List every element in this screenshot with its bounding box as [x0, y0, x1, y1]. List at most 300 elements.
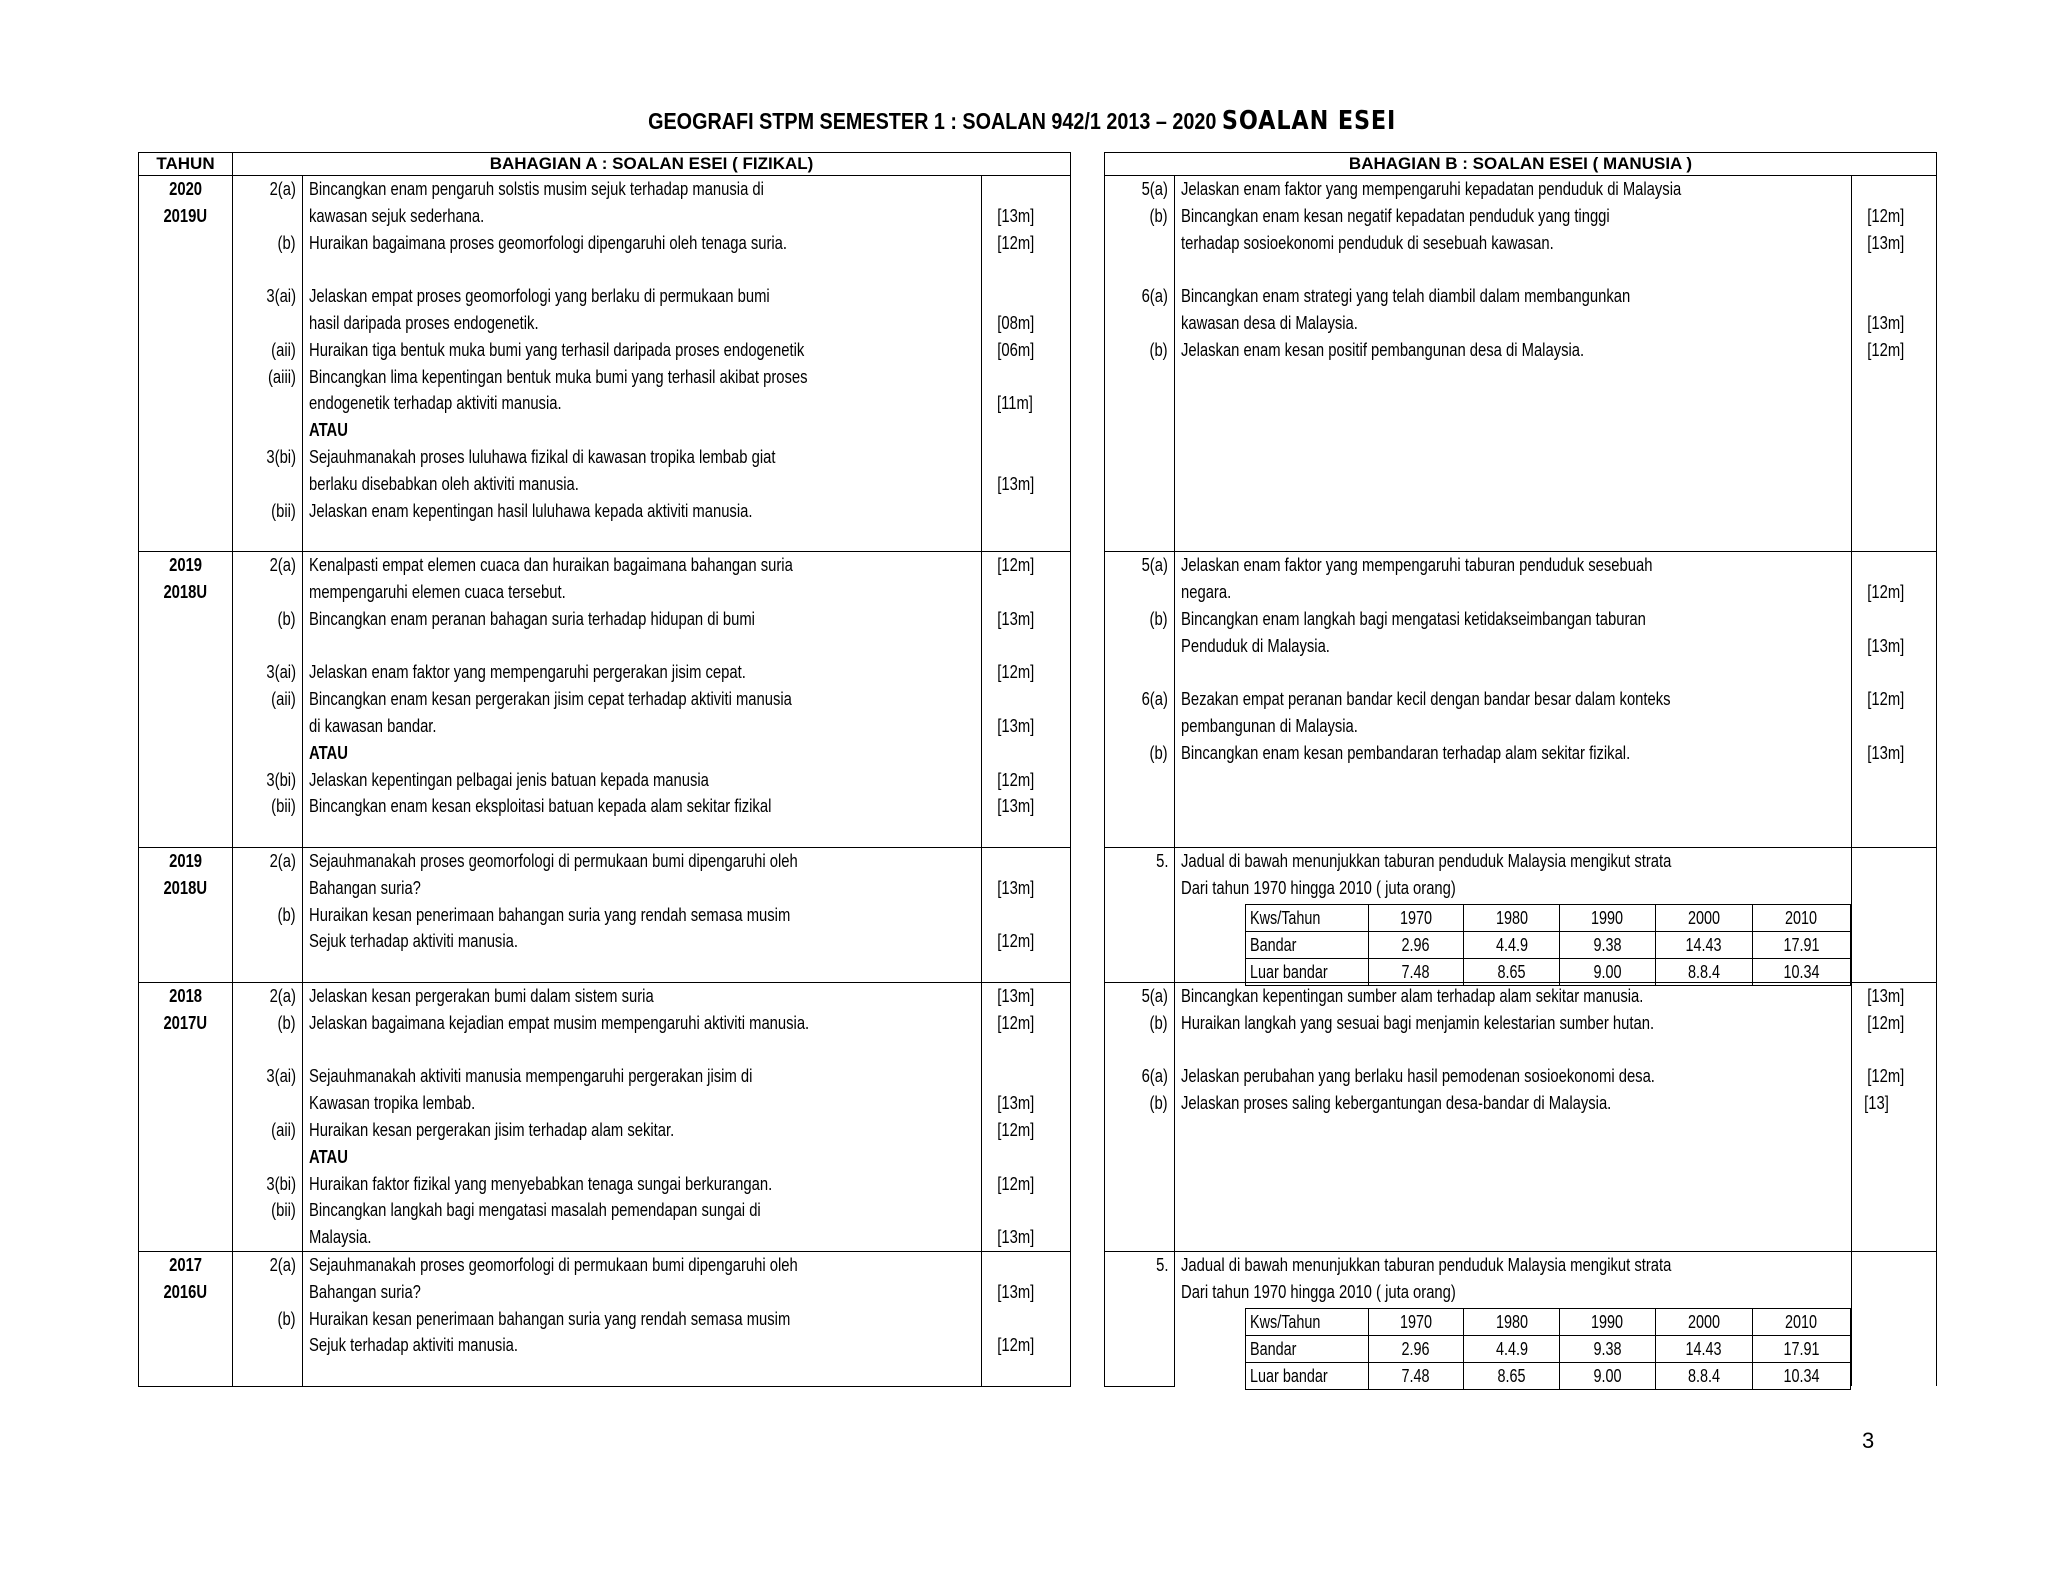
text-line: [145, 579, 226, 606]
blank-line: [309, 524, 975, 551]
line-text: Jadual di bawah menunjukkan taburan penduduk Malaysia mengikut strata: [1181, 849, 1672, 871]
line-text: mempengaruhi elemen cuaca tersebut.: [309, 580, 566, 602]
text-line: [1181, 552, 1845, 579]
cell-text: 8.8.4: [1687, 961, 1720, 982]
line-text: Huraikan kesan penerimaan bahangan suria yang rendah semasa musim: [309, 1307, 791, 1329]
text-line: [988, 552, 1064, 579]
table-cell: [1464, 904, 1560, 931]
text-line: [309, 1252, 975, 1279]
text-line: [239, 1252, 296, 1279]
text-line: [1111, 606, 1168, 633]
text-line: [309, 740, 975, 767]
cell-text: 17.91: [1783, 1338, 1820, 1359]
question-text-cell: [1175, 552, 1852, 848]
table-cell: [1246, 1362, 1369, 1389]
line-text: ATAU: [309, 419, 348, 441]
blank-line: [988, 740, 1064, 767]
text-line: [1111, 1010, 1168, 1037]
text-line: [309, 310, 975, 337]
line-text: 5(a): [1141, 554, 1168, 576]
table-cell: [1752, 1308, 1850, 1335]
cell-text: 14.43: [1685, 1338, 1722, 1359]
cell-text: 1970: [1399, 1311, 1433, 1332]
blank-line: [988, 1359, 1064, 1386]
text-line: [988, 1224, 1064, 1251]
question-number-cell: [233, 847, 303, 982]
line-text: (bii): [271, 499, 296, 521]
line-text: [13m]: [1867, 634, 1905, 656]
blank-line: [988, 1144, 1064, 1171]
table-cell: [1752, 1335, 1850, 1362]
marks-cell: [1852, 982, 1937, 1251]
line-text: 2018U: [163, 876, 208, 898]
blank-line: [239, 1090, 296, 1117]
text-line: [1858, 740, 1930, 767]
text-line: [309, 444, 975, 471]
cell-text: 7.48: [1401, 961, 1431, 982]
line-text: [12m]: [997, 554, 1035, 576]
question-number-cell: [233, 552, 303, 848]
table-cell: [1655, 1362, 1752, 1389]
table-cell: [1246, 931, 1369, 958]
line-text: Huraikan faktor fizikal yang menyebabkan tenaga sungai berkurangan.: [309, 1172, 773, 1194]
question-block-b: [1105, 847, 1937, 982]
text-line: [309, 1171, 975, 1198]
text-line: [239, 606, 296, 633]
table-cell: [1464, 931, 1560, 958]
table-cell: [1464, 1362, 1560, 1389]
text-line: [988, 1332, 1064, 1359]
line-text: Sejauhmanakah proses luluhawa fizikal di kawasan tropika lembab giat: [309, 445, 776, 467]
text-line: [1181, 983, 1845, 1010]
population-table: [1245, 1308, 1851, 1390]
section-b-header: BAHAGIAN B : SOALAN ESEI ( MANUSIA ): [1105, 153, 1937, 176]
line-text: (b): [277, 607, 296, 629]
cell-text: 9.38: [1593, 934, 1622, 955]
line-text: (b): [277, 1011, 296, 1033]
question-text-cell: [303, 982, 982, 1251]
line-text: Huraikan langkah yang sesuai bagi menjamin kelestarian sumber hutan.: [1181, 1011, 1655, 1033]
blank-line: [1181, 1037, 1845, 1064]
line-text: Bincangkan enam kesan pembandaran terhadap alam sekitar fizikal.: [1181, 741, 1631, 763]
line-text: 6(a): [1141, 688, 1168, 710]
marks-cell: [982, 1251, 1071, 1386]
cell-text: 4.4.9: [1495, 1338, 1528, 1359]
line-text: (b): [277, 1307, 296, 1329]
line-text: (b): [277, 903, 296, 925]
line-text: kawasan sejuk sederhana.: [309, 204, 485, 226]
line-text: [12m]: [1867, 1011, 1905, 1033]
question-number-cell: [1105, 847, 1175, 982]
text-line: [309, 1063, 975, 1090]
tahun-header: TAHUN: [139, 153, 233, 176]
blank-line: [1858, 552, 1930, 579]
marks-cell: [1852, 847, 1937, 982]
text-line: [1181, 283, 1845, 310]
text-line: [309, 1279, 975, 1306]
text-line: [1858, 579, 1930, 606]
text-line: [309, 364, 975, 391]
year-cell: [139, 982, 233, 1251]
line-text: [13m]: [1867, 984, 1905, 1006]
line-text: 2(a): [269, 849, 296, 871]
blank-line: [239, 928, 296, 955]
text-line: [988, 1010, 1064, 1037]
line-text: Sejauhmanakah proses geomorfologi di permukaan bumi dipengaruhi oleh: [309, 1253, 798, 1275]
text-line: [988, 471, 1064, 498]
line-text: (b): [1149, 1092, 1168, 1114]
cell-text: 2010: [1785, 907, 1818, 928]
line-text: [13m]: [997, 204, 1035, 226]
table-cell: [1560, 1362, 1656, 1389]
text-line: [239, 1306, 296, 1333]
section-b-table: [1104, 152, 1937, 1387]
line-text: 2016U: [163, 1280, 208, 1302]
blank-line: [239, 524, 296, 551]
blank-line: [1858, 875, 1930, 902]
line-text: 2(a): [269, 554, 296, 576]
line-text: [12m]: [997, 930, 1035, 952]
line-text: berlaku disebabkan oleh aktiviti manusia.: [309, 472, 579, 494]
blank-line: [239, 1279, 296, 1306]
table-cell: [1368, 958, 1464, 985]
text-line: [1181, 713, 1845, 740]
blank-line: [988, 176, 1064, 203]
blank-line: [1181, 256, 1845, 283]
text-line: [1181, 1252, 1845, 1279]
text-line: [309, 1197, 975, 1224]
table-cell: [1752, 904, 1850, 931]
question-block-a: [139, 982, 1071, 1251]
text-line: [239, 1197, 296, 1224]
text-line: [1181, 230, 1845, 257]
blank-line: [239, 310, 296, 337]
line-text: Huraikan kesan penerimaan bahangan suria yang rendah semasa musim: [309, 903, 791, 925]
blank-line: [1858, 1279, 1930, 1306]
question-number-cell: [233, 1251, 303, 1386]
blank-line: [239, 417, 296, 444]
table-cell: [1752, 931, 1850, 958]
line-text: [13m]: [1867, 741, 1905, 763]
table-cell: [1752, 958, 1850, 985]
text-line: [1111, 203, 1168, 230]
line-text: (aii): [271, 1118, 296, 1140]
blank-line: [988, 1063, 1064, 1090]
line-text: Kawasan tropika lembab.: [309, 1092, 476, 1114]
text-line: [309, 1117, 975, 1144]
text-line: [1111, 686, 1168, 713]
cell-text: Luar bandar: [1250, 961, 1328, 982]
line-text: 2020: [169, 178, 202, 199]
table-cell: [1246, 958, 1369, 985]
blank-line: [1111, 579, 1168, 606]
line-text: terhadap sosioekonomi penduduk di sesebuah kawasan.: [1181, 231, 1554, 253]
line-text: 2(a): [269, 1253, 296, 1275]
question-text-cell: [1175, 176, 1852, 552]
line-text: Huraikan bagaimana proses geomorfologi dipengaruhi oleh tenaga suria.: [309, 231, 788, 253]
blank-line: [1181, 659, 1845, 686]
line-text: (b): [1149, 1011, 1168, 1033]
text-line: [988, 1117, 1064, 1144]
table-row: [1246, 1308, 1851, 1335]
line-text: [12m]: [1867, 1065, 1905, 1087]
text-line: [1181, 1090, 1845, 1117]
line-text: Bincangkan enam kesan negatif kepadatan penduduk yang tinggi: [1181, 204, 1610, 226]
line-text: (b): [1149, 338, 1168, 360]
text-line: [309, 1144, 975, 1171]
line-text: Dari tahun 1970 hingga 2010 ( juta orang): [1181, 876, 1456, 898]
year-cell: [139, 176, 233, 552]
line-text: 3(bi): [266, 1172, 296, 1194]
text-line: [1858, 1090, 1930, 1117]
line-text: kawasan desa di Malaysia.: [1181, 311, 1358, 333]
text-line: [239, 283, 296, 310]
text-line: [1111, 283, 1168, 310]
question-text-cell: [303, 552, 982, 848]
blank-line: [988, 524, 1064, 551]
blank-line: [988, 1037, 1064, 1064]
table-cell: [1655, 958, 1752, 985]
text-line: [239, 176, 296, 203]
text-line: [309, 498, 975, 525]
blank-line: [239, 820, 296, 847]
blank-line: [988, 417, 1064, 444]
text-line: [145, 875, 226, 902]
blank-line: [1858, 713, 1930, 740]
blank-line: [239, 256, 296, 283]
question-text-cell: [303, 176, 982, 552]
question-number-cell: [233, 176, 303, 552]
text-line: [309, 767, 975, 794]
text-line: [309, 1224, 975, 1251]
text-line: [239, 444, 296, 471]
cell-text: 2000: [1687, 907, 1720, 928]
marks-cell: [1852, 552, 1937, 848]
blank-line: [1111, 256, 1168, 283]
text-line: [145, 552, 226, 579]
line-text: (bii): [271, 1199, 296, 1221]
text-line: [988, 713, 1064, 740]
text-line: [988, 390, 1064, 417]
text-line: [239, 230, 296, 257]
blank-line: [239, 713, 296, 740]
blank-line: [988, 498, 1064, 525]
line-text: 3(bi): [266, 768, 296, 790]
blank-line: [309, 820, 975, 847]
text-line: [1181, 740, 1845, 767]
line-text: (b): [1149, 607, 1168, 629]
line-text: [13m]: [997, 984, 1035, 1006]
text-line: [1111, 1063, 1168, 1090]
text-line: [1858, 230, 1930, 257]
text-line: [1111, 552, 1168, 579]
line-text: [12m]: [997, 1334, 1035, 1356]
line-text: Dari tahun 1970 hingga 2010 ( juta orang): [1181, 1280, 1456, 1302]
section-a-table: [138, 152, 1071, 1387]
text-line: [145, 1010, 226, 1037]
line-text: Jelaskan proses saling kebergantungan desa-bandar di Malaysia.: [1181, 1092, 1612, 1114]
question-text-cell: [303, 847, 982, 982]
line-text: 3(ai): [266, 1065, 296, 1087]
text-line: [309, 1090, 975, 1117]
text-line: [988, 1090, 1064, 1117]
text-line: [309, 176, 975, 203]
cell-text: 9.00: [1593, 1365, 1622, 1386]
text-line: [1181, 875, 1845, 902]
blank-line: [239, 471, 296, 498]
blank-line: [1111, 713, 1168, 740]
line-text: 5(a): [1141, 984, 1168, 1006]
cell-text: 1980: [1495, 1311, 1528, 1332]
line-text: 2018: [169, 984, 202, 1006]
cell-text: 8.65: [1497, 961, 1526, 982]
table-cell: [1368, 1308, 1464, 1335]
text-line: [309, 793, 975, 820]
text-line: [1111, 176, 1168, 203]
question-number-cell: [233, 982, 303, 1251]
cell-text: 10.34: [1783, 961, 1820, 982]
text-line: [988, 606, 1064, 633]
cell-text: 9.38: [1593, 1338, 1622, 1359]
question-block-a: [139, 847, 1071, 982]
line-text: 6(a): [1141, 285, 1168, 307]
line-text: 5(a): [1141, 178, 1168, 199]
blank-line: [988, 1197, 1064, 1224]
text-line: [988, 1279, 1064, 1306]
text-line: [1181, 606, 1845, 633]
blank-line: [309, 1037, 975, 1064]
blank-line: [988, 686, 1064, 713]
cell-text: 1990: [1591, 1311, 1624, 1332]
text-line: [1111, 983, 1168, 1010]
text-line: [988, 337, 1064, 364]
line-text: 2019: [169, 849, 202, 871]
text-line: [145, 848, 226, 875]
text-line: [145, 176, 226, 203]
line-text: Jelaskan kesan pergerakan bumi dalam sistem suria: [309, 984, 654, 1006]
line-text: pembangunan di Malaysia.: [1181, 714, 1358, 736]
cell-text: 7.48: [1401, 1365, 1431, 1386]
line-text: Bahangan suria?: [309, 1280, 421, 1302]
cell-text: 2010: [1785, 1311, 1818, 1332]
blank-line: [1111, 875, 1168, 902]
blank-line: [988, 256, 1064, 283]
line-text: Jelaskan enam faktor yang mempengaruhi kepadatan penduduk di Malaysia: [1181, 178, 1682, 199]
line-text: [08m]: [997, 311, 1035, 333]
question-text-cell: [1175, 847, 1852, 982]
line-text: Kenalpasti empat elemen cuaca dan huraikan bagaimana bahangan suria: [309, 554, 793, 576]
text-line: [1181, 1010, 1845, 1037]
text-line: [1858, 337, 1930, 364]
line-text: Jelaskan perubahan yang berlaku hasil pemodenan sosioekonomi desa.: [1181, 1065, 1655, 1087]
line-text: 2017U: [163, 1011, 208, 1033]
blank-line: [1111, 1037, 1168, 1064]
text-line: [1181, 1063, 1845, 1090]
blank-line: [988, 902, 1064, 929]
blank-line: [988, 1306, 1064, 1333]
text-line: [1181, 1279, 1845, 1306]
text-line: [239, 1010, 296, 1037]
line-text: ATAU: [309, 741, 348, 763]
text-line: [1858, 686, 1930, 713]
line-text: [13m]: [997, 795, 1035, 817]
page-title: [142, 106, 1903, 136]
table-cell: [1246, 904, 1369, 931]
cell-text: Bandar: [1250, 934, 1297, 955]
population-table: [1245, 904, 1851, 986]
cell-text: 1970: [1399, 907, 1433, 928]
text-line: [309, 552, 975, 579]
text-line: [239, 498, 296, 525]
line-text: (b): [1149, 204, 1168, 226]
line-text: [11m]: [996, 392, 1033, 414]
year-cell: [139, 847, 233, 982]
text-line: [1111, 848, 1168, 875]
table-cell: [1655, 931, 1752, 958]
line-text: Huraikan tiga bentuk muka bumi yang terhasil daripada proses endogenetik: [309, 338, 805, 360]
marks-cell: [1852, 176, 1937, 552]
blank-line: [239, 1359, 296, 1386]
text-line: [1858, 633, 1930, 660]
line-text: [12m]: [997, 768, 1035, 790]
line-text: hasil daripada proses endogenetik.: [309, 311, 539, 333]
table-row: [1246, 1362, 1851, 1389]
blank-line: [1858, 1252, 1930, 1279]
text-line: [309, 230, 975, 257]
title-main: GEOGRAFI STPM SEMESTER 1 : SOALAN 942/1 2013 – 2020: [648, 108, 1222, 134]
cell-text: Kws/Tahun: [1250, 907, 1321, 928]
line-text: [13m]: [997, 1226, 1035, 1248]
text-line: [1181, 337, 1845, 364]
line-text: [13m]: [1867, 231, 1905, 253]
blank-line: [988, 633, 1064, 660]
year-cell: [139, 1251, 233, 1386]
line-text: 3(bi): [266, 445, 296, 467]
cell-text: 8.65: [1497, 1365, 1526, 1386]
blank-line: [239, 1144, 296, 1171]
question-block-b: [1105, 552, 1937, 848]
line-text: 6(a): [1141, 1065, 1168, 1087]
blank-line: [1858, 606, 1930, 633]
text-line: [309, 875, 975, 902]
blank-line: [239, 1224, 296, 1251]
text-line: [239, 337, 296, 364]
question-number-cell: [1105, 1251, 1175, 1386]
cell-text: 2000: [1687, 1311, 1720, 1332]
line-text: 2018U: [163, 580, 208, 602]
text-line: [988, 928, 1064, 955]
text-line: [1858, 1063, 1930, 1090]
cell-text: 2.96: [1401, 934, 1431, 955]
line-text: Bincangkan enam kesan pergerakan jisim cepat terhadap aktiviti manusia: [309, 688, 792, 710]
text-line: [309, 1332, 975, 1359]
line-text: Jelaskan empat proses geomorfologi yang berlaku di permukaan bumi: [309, 285, 770, 307]
text-line: [988, 1171, 1064, 1198]
blank-line: [988, 1252, 1064, 1279]
blank-line: [239, 390, 296, 417]
text-line: [309, 203, 975, 230]
line-text: Bincangkan langkah bagi mengatasi masalah pemendapan sungai di: [309, 1199, 761, 1221]
line-text: [13m]: [997, 1280, 1035, 1302]
table-cell: [1560, 1335, 1656, 1362]
text-line: [309, 659, 975, 686]
blank-line: [988, 283, 1064, 310]
blank-line: [1858, 283, 1930, 310]
line-text: [12m]: [1867, 338, 1905, 360]
blank-line: [1858, 256, 1930, 283]
table-cell: [1655, 1308, 1752, 1335]
table-cell: [1560, 958, 1656, 985]
